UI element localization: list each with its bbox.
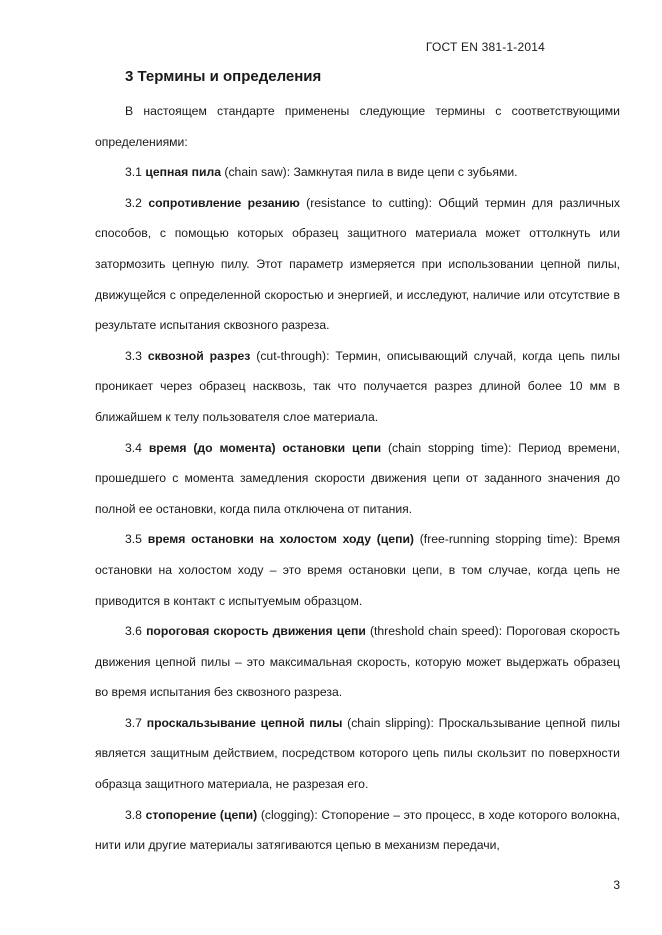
definition-term: время остановки на холостом ходу (цепи) <box>147 532 414 547</box>
definition-number: 3.4 <box>125 440 142 455</box>
definition-3-2 <box>95 188 620 341</box>
document-header-standard-id: ГОСТ EN 381-1-2014 <box>425 40 545 54</box>
definition-number: 3.8 <box>125 807 142 822</box>
definition-english: (chain saw) <box>224 165 287 180</box>
definition-3-3 <box>95 341 620 433</box>
definition-english: (chain stopping time) <box>387 440 509 455</box>
definition-text: : Стопорение – это процесс, в ходе которого волокна, нити или другие материалы затягиваются цепью в механизм передачи, <box>95 807 621 853</box>
definition-number: 3.3 <box>125 348 142 363</box>
definition-number: 3.6 <box>125 624 142 639</box>
document-body <box>95 96 620 861</box>
page-number: 3 <box>613 878 620 892</box>
definition-text: : Термин, описывающий случай, когда цепь пилы проникает через образец насквозь, так что получается разрез длиной более 10 мм в ближайшем к телу пользователя слое материала. <box>95 348 621 424</box>
definition-text: : Общий термин для различных способов, с помощью которых образец защитного материала может оттолкнуть или затормозить цепную пилу. Этот параметр измеряется при использовании цепной пилы, движущейся с определенной скоростью и энергией, и исследуют, наличие или отсутствие в результате испытания сквозного разреза. <box>95 195 620 333</box>
definition-term: цепная пила <box>145 165 221 180</box>
definition-text: : Время остановки на холостом ходу – это время остановки цепи, в том случае, когда цепь не приводится в контакт с испытуемым образцом. <box>95 532 620 608</box>
definition-term: пороговая скорость движения цепи <box>146 624 366 639</box>
definition-english: (cut-through) <box>256 348 327 363</box>
definition-3-5 <box>95 524 620 616</box>
definition-term: сопротивление резанию <box>148 195 300 210</box>
definition-term: время (до момента) остановки цепи <box>148 440 382 455</box>
definition-text: : Период времени, прошедшего с момента замедления скорости движения цепи от заданного значения до полной ее остановки, когда пила отключена от питания. <box>95 440 620 516</box>
definition-3-6 <box>95 616 620 708</box>
definition-text: : Замкнутая пила в виде цепи с зубьями. <box>286 165 518 180</box>
definition-term: проскальзывание цепной пилы <box>146 715 343 730</box>
definition-text: : Проскальзывание цепной пилы является защитным действием, посредством которого цепь пилы скользит по поверхности образца защитного материала, не разрезая его. <box>95 715 620 792</box>
definition-3-8 <box>95 800 620 861</box>
definition-term: сквозной разрез <box>147 348 251 363</box>
definition-3-4 <box>95 433 620 525</box>
definition-term: стопорение (цепи) <box>145 807 258 822</box>
intro-paragraph: В настоящем стандарте применены следующие термины с соответствующими определениями: <box>95 104 620 149</box>
definition-english: (clogging) <box>260 807 315 822</box>
definition-english: (resistance to cutting) <box>306 195 429 210</box>
definition-english: (chain slipping) <box>347 715 431 730</box>
definition-3-1 <box>95 157 620 188</box>
definition-number: 3.2 <box>125 195 142 210</box>
definition-3-7 <box>95 708 620 800</box>
definition-number: 3.7 <box>125 715 142 730</box>
definition-text: : Пороговая скорость движения цепной пилы – это максимальная скорость, которую может выдержать образец во время испытания без сквозного разреза. <box>95 624 620 700</box>
definition-number: 3.1 <box>125 165 142 180</box>
section-title: 3 Термины и определения <box>125 68 322 85</box>
definition-number: 3.5 <box>125 532 142 547</box>
definition-english: (threshold chain speed) <box>369 624 499 639</box>
definition-english: (free-running stopping time) <box>419 532 575 547</box>
